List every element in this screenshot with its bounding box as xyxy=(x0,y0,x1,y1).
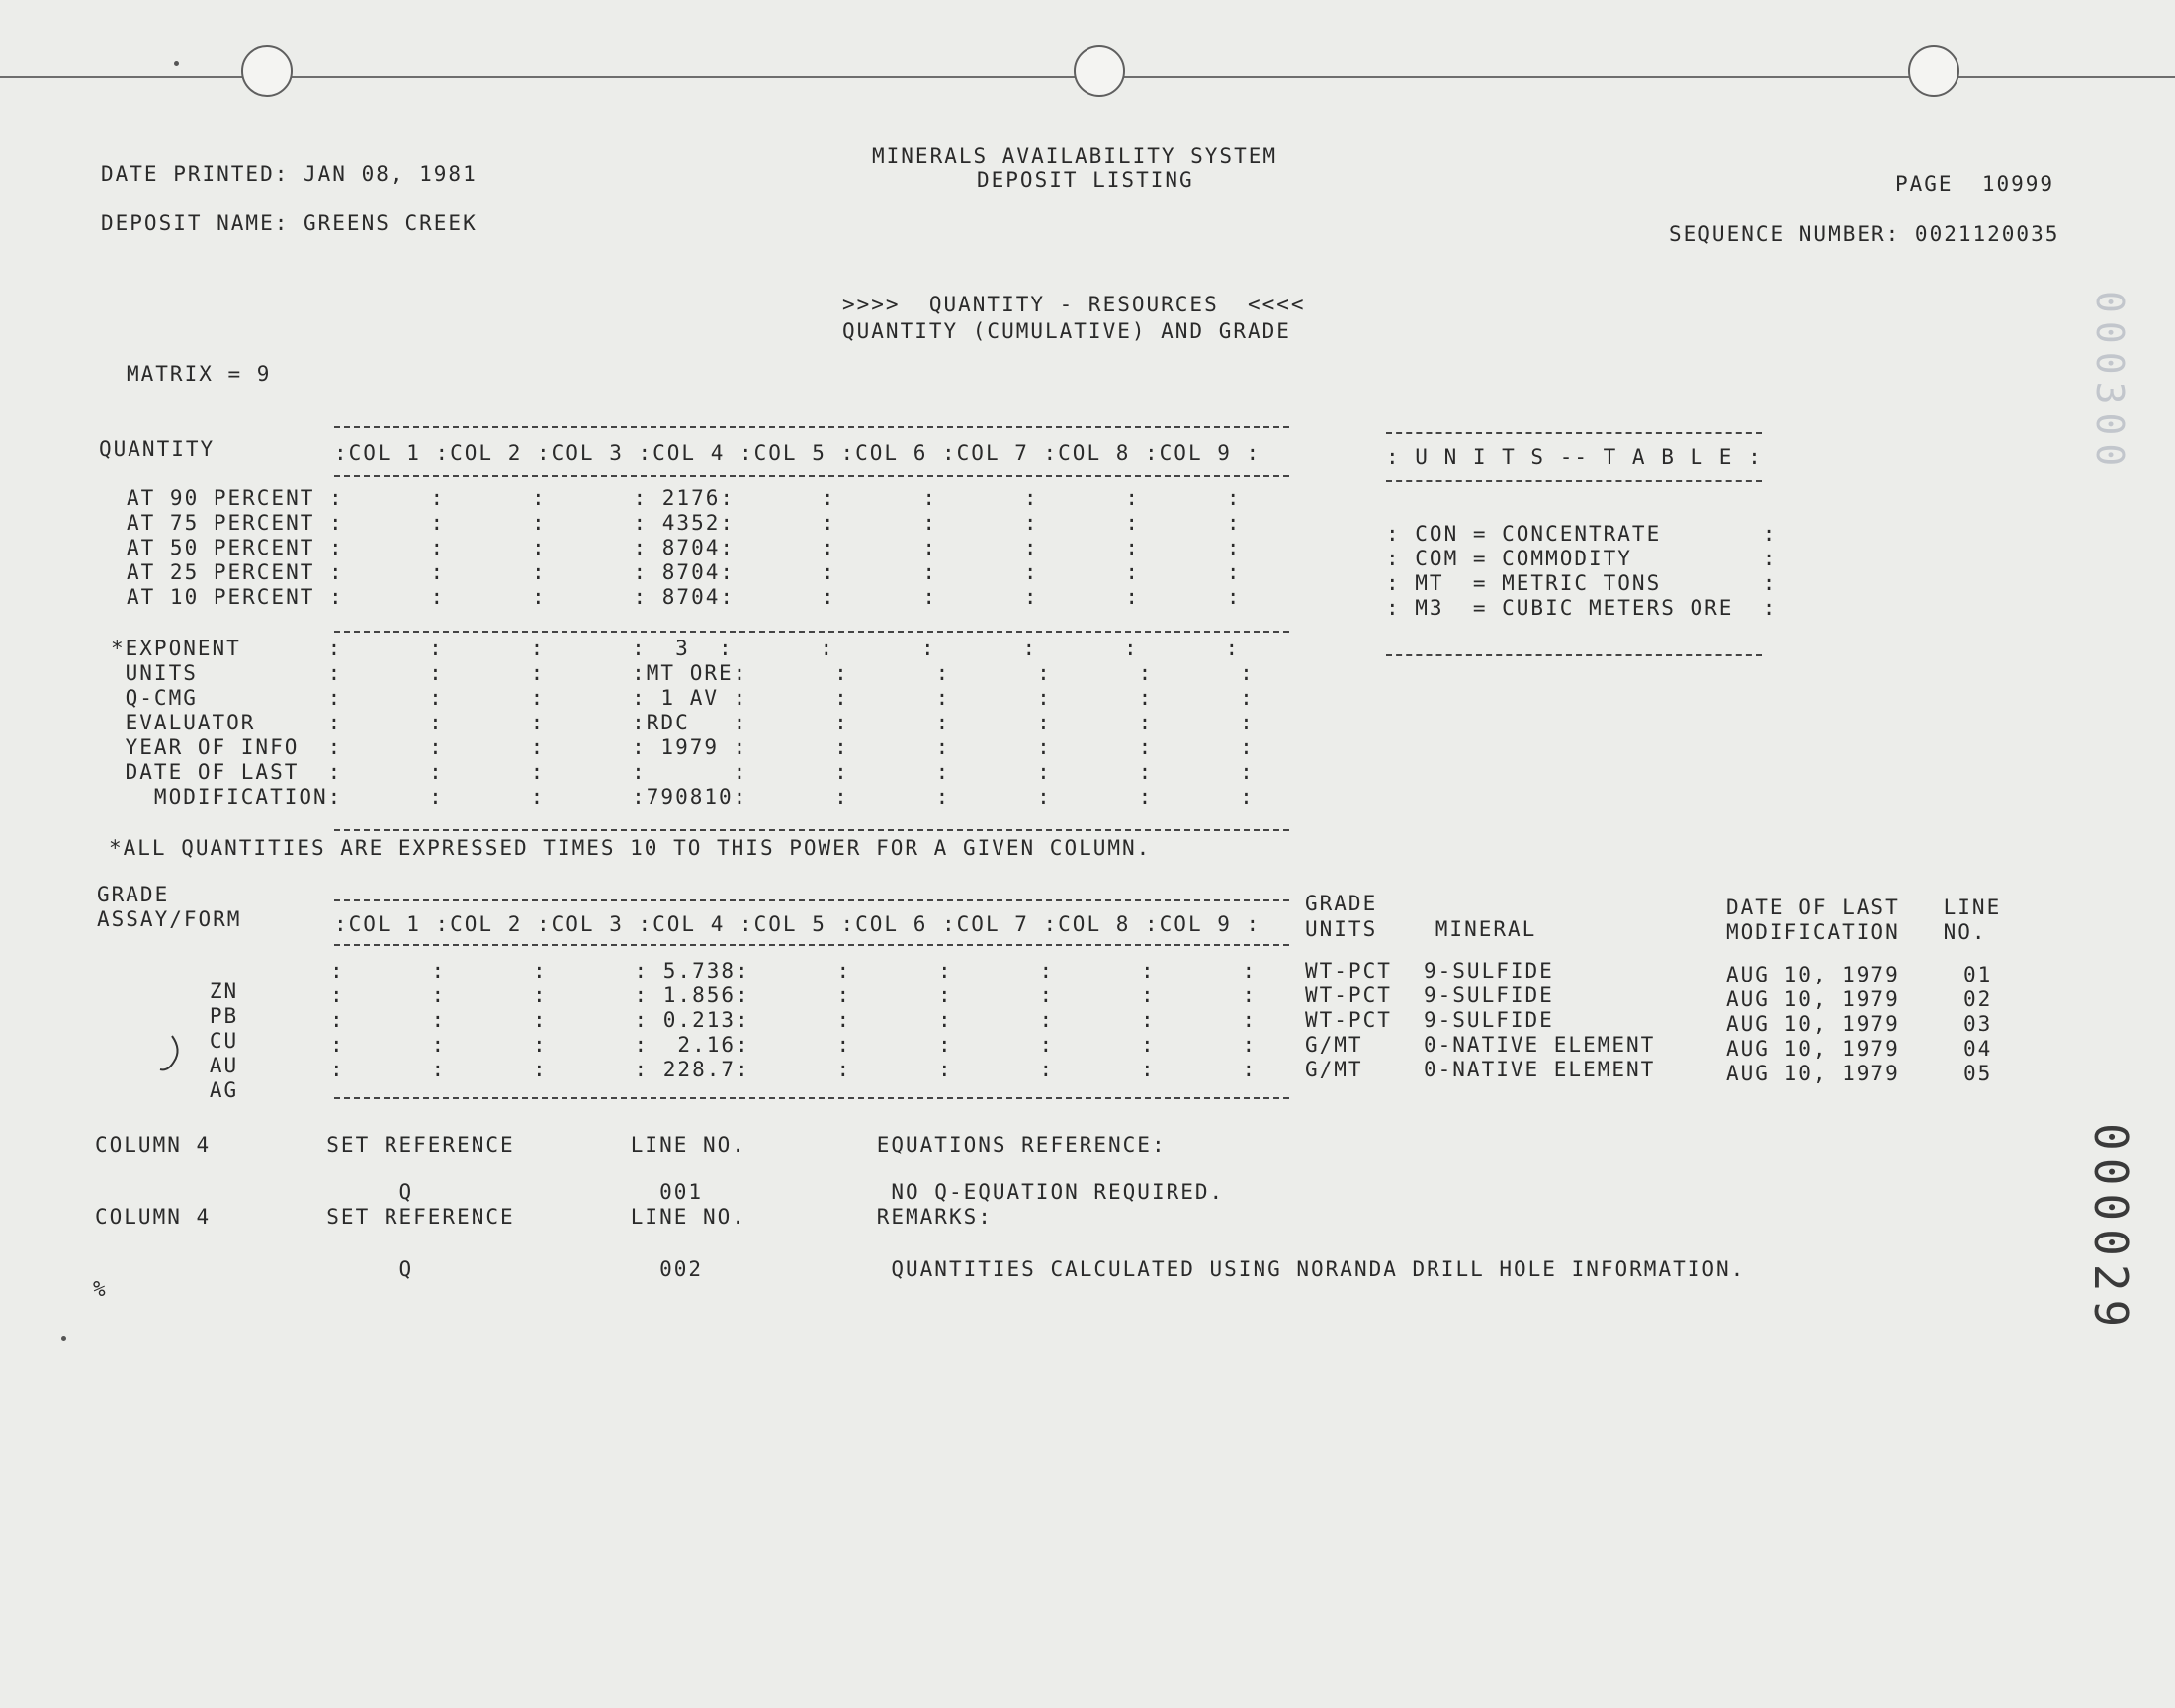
table-row: AT 75 PERCENT : : : : 4352: : : : : : xyxy=(127,511,1242,535)
modification-date: AUG 10, 1979 xyxy=(1726,1062,1900,1085)
grade-units: G/MT xyxy=(1305,1033,1363,1057)
handwritten-bracket-mark xyxy=(158,1032,188,1077)
list-item: : COM = COMMODITY : xyxy=(1386,547,1778,570)
sequence-number: SEQUENCE NUMBER: 0021120035 xyxy=(1669,222,2060,246)
list-item: : M3 = CUBIC METERS ORE : xyxy=(1386,596,1778,620)
table-row: AT 25 PERCENT : : : : 8704: : : : : : xyxy=(127,560,1242,584)
grade-units: WT-PCT xyxy=(1305,959,1392,982)
mineral: 9-SULFIDE xyxy=(1424,1008,1554,1032)
date-line-header: DATE OF LAST LINE xyxy=(1726,896,2002,919)
remarks-row: Q 002 QUANTITIES CALCULATED USING NORANDA DRILL HOLE INFORMATION. xyxy=(95,1257,1746,1281)
table-cells: : : : : 228.7: : : : : : xyxy=(330,1058,1258,1081)
table-row: AT 90 PERCENT : : : : 2176: : : : : : xyxy=(127,486,1242,510)
line-number: 02 xyxy=(1963,987,1993,1011)
equations-reference-header: COLUMN 4 SET REFERENCE LINE NO. EQUATIONS REFERENCE: xyxy=(95,1133,1167,1156)
table-rule xyxy=(334,475,1289,477)
metal-code: ZN xyxy=(209,980,239,1003)
modification-date: AUG 10, 1979 xyxy=(1726,1012,1900,1036)
table-row: AT 50 PERCENT : : : : 8704: : : : : : xyxy=(127,536,1242,559)
listing-title: DEPOSIT LISTING xyxy=(977,168,1194,192)
binder-hole xyxy=(1908,45,1959,97)
metal-code: AG xyxy=(209,1078,239,1102)
section-subtitle: QUANTITY (CUMULATIVE) AND GRADE xyxy=(842,319,1291,343)
table-rule xyxy=(1386,654,1762,656)
assay-form-label: ASSAY/FORM xyxy=(97,907,242,931)
modification-date: AUG 10, 1979 xyxy=(1726,987,1900,1011)
line-number: 05 xyxy=(1963,1062,1993,1085)
mineral: 0-NATIVE ELEMENT xyxy=(1424,1033,1656,1057)
binder-hole xyxy=(241,45,293,97)
faint-stamp: 000300 xyxy=(2088,291,2132,474)
page-number: PAGE 10999 xyxy=(1895,172,2055,196)
mineral: 9-SULFIDE xyxy=(1424,959,1554,982)
grade-units: WT-PCT xyxy=(1305,983,1392,1007)
grade-column-headers: :COL 1 :COL 2 :COL 3 :COL 4 :COL 5 :COL 6 :COL 7 :COL 8 :COL 9 : xyxy=(334,912,1262,936)
equations-reference-row: Q 001 NO Q-EQUATION REQUIRED. xyxy=(95,1180,1225,1204)
table-row: *EXPONENT : : : : 3 : : : : : : xyxy=(111,637,1241,660)
speck xyxy=(61,1336,66,1341)
table-row: MODIFICATION: : : :790810: : : : : : xyxy=(111,785,1255,809)
table-rule xyxy=(334,829,1289,831)
line-number: 04 xyxy=(1963,1037,1993,1061)
table-rule xyxy=(1386,480,1762,482)
deposit-name: DEPOSIT NAME: GREENS CREEK xyxy=(101,212,478,235)
table-rule xyxy=(334,1097,1289,1099)
list-item: : CON = CONCENTRATE : xyxy=(1386,522,1778,546)
metal-code: CU xyxy=(209,1029,239,1053)
metal-code: AU xyxy=(209,1054,239,1077)
table-rule xyxy=(1386,432,1762,434)
speck xyxy=(174,61,179,66)
system-title: MINERALS AVAILABILITY SYSTEM xyxy=(872,144,1278,168)
modification-no-header: MODIFICATION NO. xyxy=(1726,920,1987,944)
table-row: Q-CMG : : : : 1 AV : : : : : : xyxy=(111,686,1255,710)
units-table-title: : U N I T S -- T A B L E : xyxy=(1386,445,1763,469)
list-item: : MT = METRIC TONS : xyxy=(1386,571,1778,595)
grade-label: GRADE xyxy=(97,883,170,906)
table-row: EVALUATOR : : : :RDC : : : : : : xyxy=(111,711,1255,734)
mineral: 9-SULFIDE xyxy=(1424,983,1554,1007)
grade-units-header: GRADE xyxy=(1305,892,1378,915)
page-stamp: 000029 xyxy=(2084,1123,2137,1335)
units-mineral-header: UNITS MINERAL xyxy=(1305,917,1537,941)
exponent-footnote: *ALL QUANTITIES ARE EXPRESSED TIMES 10 TO THIS POWER FOR A GIVEN COLUMN. xyxy=(109,836,1152,860)
percent-marker: % xyxy=(93,1277,108,1301)
quantity-column-headers: :COL 1 :COL 2 :COL 3 :COL 4 :COL 5 :COL 6 :COL 7 :COL 8 :COL 9 : xyxy=(334,441,1262,465)
table-cells: : : : : 1.856: : : : : : xyxy=(330,983,1258,1007)
table-row: AT 10 PERCENT : : : : 8704: : : : : : xyxy=(127,585,1242,609)
modification-date: AUG 10, 1979 xyxy=(1726,1037,1900,1061)
table-cells: : : : : 0.213: : : : : : xyxy=(330,1008,1258,1032)
line-number: 03 xyxy=(1963,1012,1993,1036)
table-cells: : : : : 5.738: : : : : : xyxy=(330,959,1258,982)
table-row: YEAR OF INFO : : : : 1979 : : : : : : xyxy=(111,735,1255,759)
section-title: >>>> QUANTITY - RESOURCES <<<< xyxy=(842,293,1306,316)
table-row: DATE OF LAST : : : : : : : : : : xyxy=(111,760,1255,784)
table-cells: : : : : 2.16: : : : : : xyxy=(330,1033,1258,1057)
line-number: 01 xyxy=(1963,963,1993,986)
table-rule xyxy=(334,899,1289,901)
table-rule xyxy=(334,631,1289,633)
grade-units: WT-PCT xyxy=(1305,1008,1392,1032)
metal-code: PB xyxy=(209,1004,239,1028)
grade-units: G/MT xyxy=(1305,1058,1363,1081)
quantity-label: QUANTITY xyxy=(99,437,216,461)
table-rule xyxy=(334,944,1289,946)
mineral: 0-NATIVE ELEMENT xyxy=(1424,1058,1656,1081)
matrix-label: MATRIX = 9 xyxy=(127,362,272,385)
table-row: UNITS : : : :MT ORE: : : : : : xyxy=(111,661,1255,685)
binder-hole xyxy=(1074,45,1125,97)
date-printed: DATE PRINTED: JAN 08, 1981 xyxy=(101,162,478,186)
table-rule xyxy=(334,426,1289,428)
remarks-header: COLUMN 4 SET REFERENCE LINE NO. REMARKS: xyxy=(95,1205,993,1229)
modification-date: AUG 10, 1979 xyxy=(1726,963,1900,986)
